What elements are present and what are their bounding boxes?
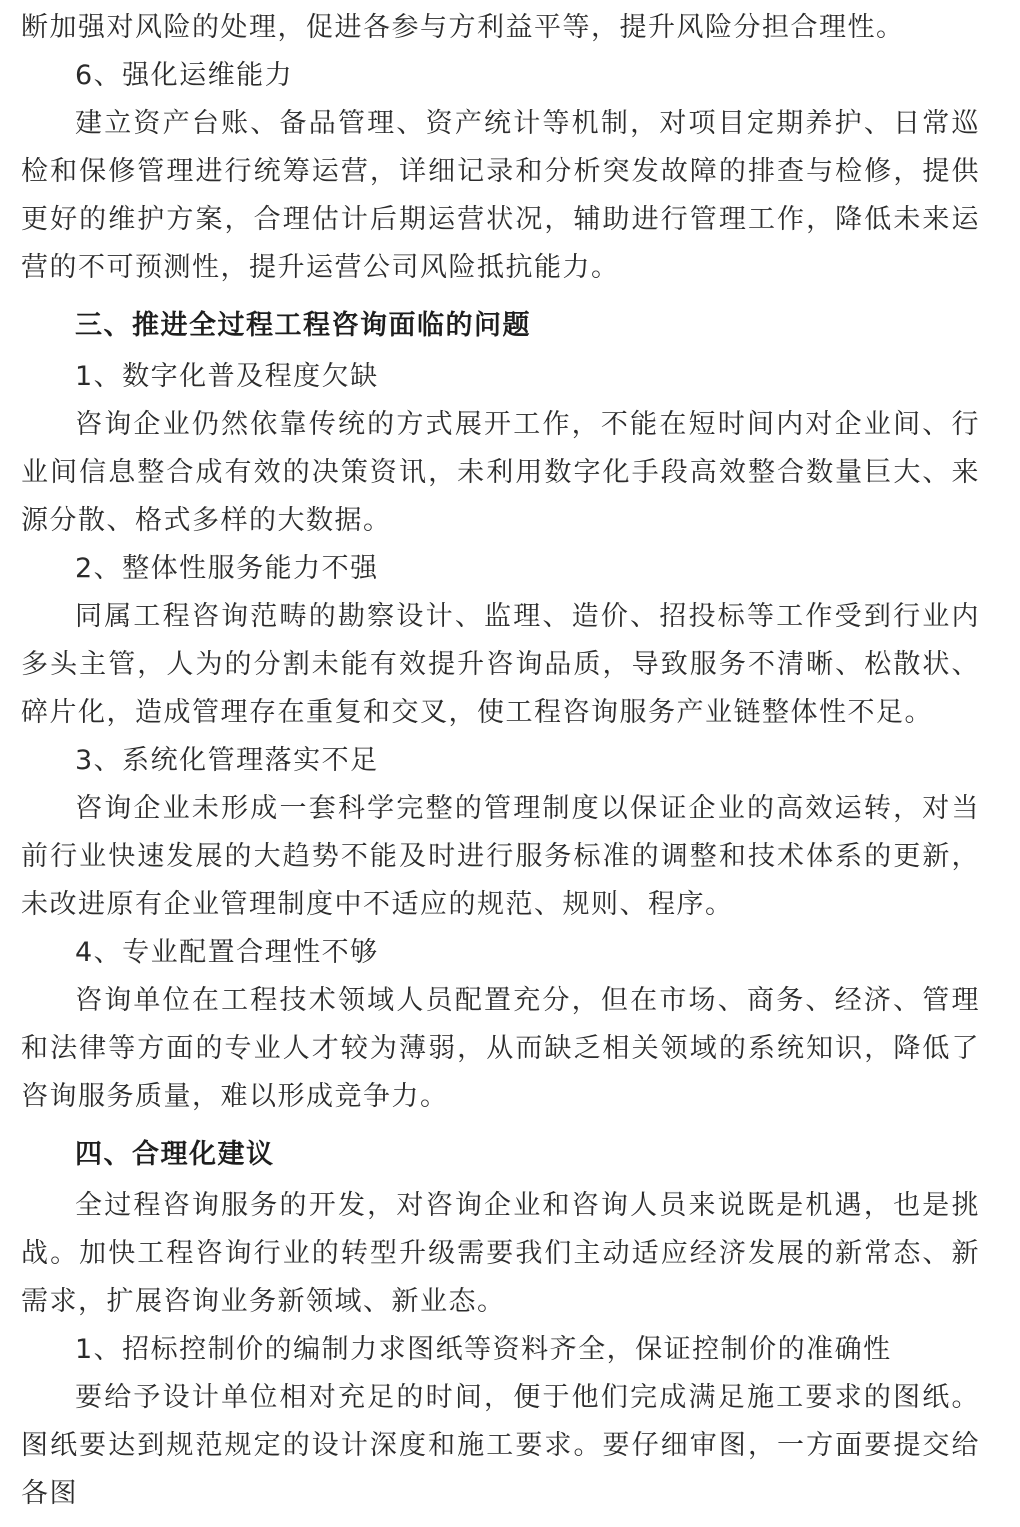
subheading-staffing: 4、专业配置合理性不够 (75, 937, 379, 968)
subheading-integrated-service: 2、整体性服务能力不强 (75, 553, 379, 584)
paragraph-operations: 建立资产台账、备品管理、资产统计等机制，对项目定期养护、日常巡检和保修管理进行统筹运营，详细记录和分析突发故障的排查与检修，提供更好的维护方案，合理估计后期运营状况，辅助进行管理工作，降低未来运营的不可预测性，提升运营公司风险抵抗能力。 (21, 108, 980, 283)
paragraph-suggestions-intro: 全过程咨询服务的开发，对咨询企业和咨询人员来说既是机遇，也是挑战。加快工程咨询行业的转型升级需要我们主动适应经济发展的新常态、新需求，扩展咨询业务新领域、新业态。 (21, 1190, 980, 1317)
subheading-operations: 6、强化运维能力 (75, 60, 294, 91)
paragraph-digitalization: 咨询企业仍然依靠传统的方式展开工作，不能在短时间内对企业间、行业间信息整合成有效的决策资讯，未利用数字化手段高效整合数量巨大、来源分散、格式多样的大数据。 (21, 409, 980, 536)
subheading-systematic-management: 3、系统化管理落实不足 (75, 745, 379, 776)
section-heading-problems: 三、推进全过程工程咨询面临的问题 (75, 310, 531, 341)
subheading-digitalization: 1、数字化普及程度欠缺 (75, 361, 379, 392)
paragraph-risk-continuation: 断加强对风险的处理，促进各参与方利益平等，提升风险分担合理性。 (21, 12, 905, 43)
paragraph-bid-control-price: 要给予设计单位相对充足的时间，便于他们完成满足施工要求的图纸。图纸要达到规范规定的设计深度和施工要求。要仔细审图，一方面要提交给各图 (21, 1382, 980, 1509)
section-heading-suggestions: 四、合理化建议 (75, 1139, 275, 1170)
paragraph-staffing: 咨询单位在工程技术领域人员配置充分，但在市场、商务、经济、管理和法律等方面的专业人才较为薄弱，从而缺乏相关领域的系统知识，降低了咨询服务质量，难以形成竞争力。 (21, 985, 980, 1112)
paragraph-systematic-management: 咨询企业未形成一套科学完整的管理制度以保证企业的高效运转，对当前行业快速发展的大趋势不能及时进行服务标准的调整和技术体系的更新，未改进原有企业管理制度中不适应的规范、规则、程序。 (21, 793, 980, 920)
paragraph-integrated-service: 同属工程咨询范畴的勘察设计、监理、造价、招投标等工作受到行业内多头主管，人为的分割未能有效提升咨询品质，导致服务不清晰、松散状、碎片化，造成管理存在重复和交叉，使工程咨询服务产业链整体性不足。 (21, 601, 980, 728)
subheading-bid-control-price: 1、招标控制价的编制力求图纸等资料齐全，保证控制价的准确性 (75, 1334, 892, 1365)
